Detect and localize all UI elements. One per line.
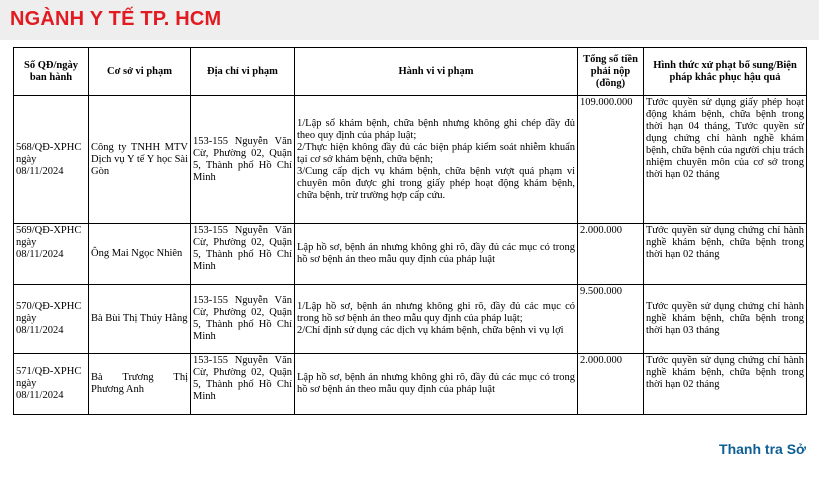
table-row — [14, 224, 807, 285]
column-header-violation: Hành vi vi phạm — [295, 48, 578, 96]
cell-violation: Lập hồ sơ, bệnh án nhưng không ghi rõ, đầy đủ các mục có trong hồ sơ bệnh án theo mẫu quy định của pháp luật — [295, 224, 578, 285]
cell-amount: 2.000.000 — [578, 354, 644, 415]
section-header — [0, 0, 819, 40]
cell-penalty: Tước quyền sử dụng chứng chỉ hành nghề khám bệnh, chữa bệnh trong thời hạn 03 tháng — [644, 285, 807, 354]
cell-amount: 2.000.000 — [578, 224, 644, 285]
section-title: NGÀNH Y TẾ TP. HCM — [10, 8, 222, 30]
cell-amount: 109.000.000 — [578, 96, 644, 224]
cell-address: 153-155 Nguyễn Văn Cừ, Phường 02, Quận 5, Thành phố Hồ Chí Minh — [191, 96, 295, 224]
table-row — [14, 285, 807, 354]
cell-penalty: Tước quyền sử dụng chứng chỉ hành nghề khám bệnh, chữa bệnh trong thời hạn 02 tháng — [644, 224, 807, 285]
cell-address: 153-155 Nguyễn Văn Cừ, Phường 02, Quận 5, Thành phố Hồ Chí Minh — [191, 285, 295, 354]
cell-amount: 9.500.000 — [578, 285, 644, 354]
column-header-address: Địa chỉ vi phạm — [191, 48, 295, 96]
cell-penalty: Tước quyền sử dụng chứng chỉ hành nghề khám bệnh, chữa bệnh trong thời hạn 02 tháng — [644, 354, 807, 415]
cell-decision: 569/QĐ-XPHC ngày 08/11/2024 — [14, 224, 89, 285]
table-row — [14, 96, 807, 224]
cell-violation: 1/Lập hồ sơ, bệnh án nhưng không ghi rõ, đầy đủ các mục có trong hồ sơ bệnh án theo mẫu quy định của pháp luật; 2/Chỉ định sử dụng các dịch vụ khám bệnh, chữa bệnh vì vụ lợi — [295, 285, 578, 354]
cell-facility: Ông Mai Ngọc Nhiên — [89, 224, 191, 285]
cell-facility: Công ty TNHH MTV Dịch vụ Y tế Y học Sài Gòn — [89, 96, 191, 224]
column-header-amount: Tổng số tiền phải nộp (đồng) — [578, 48, 644, 96]
cell-address: 153-155 Nguyễn Văn Cừ, Phường 02, Quận 5, Thành phố Hồ Chí Minh — [191, 354, 295, 415]
cell-decision: 568/QĐ-XPHC ngày 08/11/2024 — [14, 96, 89, 224]
cell-violation: 1/Lập sổ khám bệnh, chữa bệnh nhưng không ghi chép đầy đủ theo quy định của pháp luật; 2/Thực hiện không đầy đủ các biện pháp kiểm soát nhiễm khuẩn tại cơ sở khám bệnh, chữa bệnh; 3/Cung cấp dịch vụ khám bệnh, chữa bệnh vượt quá phạm vi chuyên môn được ghi trong giấy phép hoạt động khám bệnh, chữa bệnh, trừ trường hợp cấp cứu. — [295, 96, 578, 224]
cell-address: 153-155 Nguyễn Văn Cừ, Phường 02, Quận 5, Thành phố Hồ Chí Minh — [191, 224, 295, 285]
cell-facility: Bà Trương Thị Phương Anh — [89, 354, 191, 415]
cell-penalty: Tước quyền sử dụng giấy phép hoạt động khám bệnh, chữa bệnh trong thời hạn 04 tháng, Tước quyền sử dụng chứng chỉ hành nghề khám bệnh, chữa bệnh của người chịu trách nhiệm chuyên môn của cơ sở trong thời hạn 02 tháng — [644, 96, 807, 224]
violations-table — [13, 47, 807, 415]
table-row — [14, 354, 807, 415]
source-credit: Thanh tra Sở — [719, 441, 806, 457]
cell-facility: Bà Bùi Thị Thúy Hằng — [89, 285, 191, 354]
cell-violation: Lập hồ sơ, bệnh án nhưng không ghi rõ, đầy đủ các mục có trong hồ sơ bệnh án theo mẫu quy định của pháp luật — [295, 354, 578, 415]
cell-decision: 571/QĐ-XPHC ngày 08/11/2024 — [14, 354, 89, 415]
table-header-row — [14, 48, 807, 96]
cell-decision: 570/QĐ-XPHC ngày 08/11/2024 — [14, 285, 89, 354]
column-header-decision: Số QĐ/ngày ban hành — [14, 48, 89, 96]
column-header-facility: Cơ sở vi phạm — [89, 48, 191, 96]
column-header-penalty: Hình thức xử phạt bổ sung/Biện pháp khắc phục hậu quả — [644, 48, 807, 96]
